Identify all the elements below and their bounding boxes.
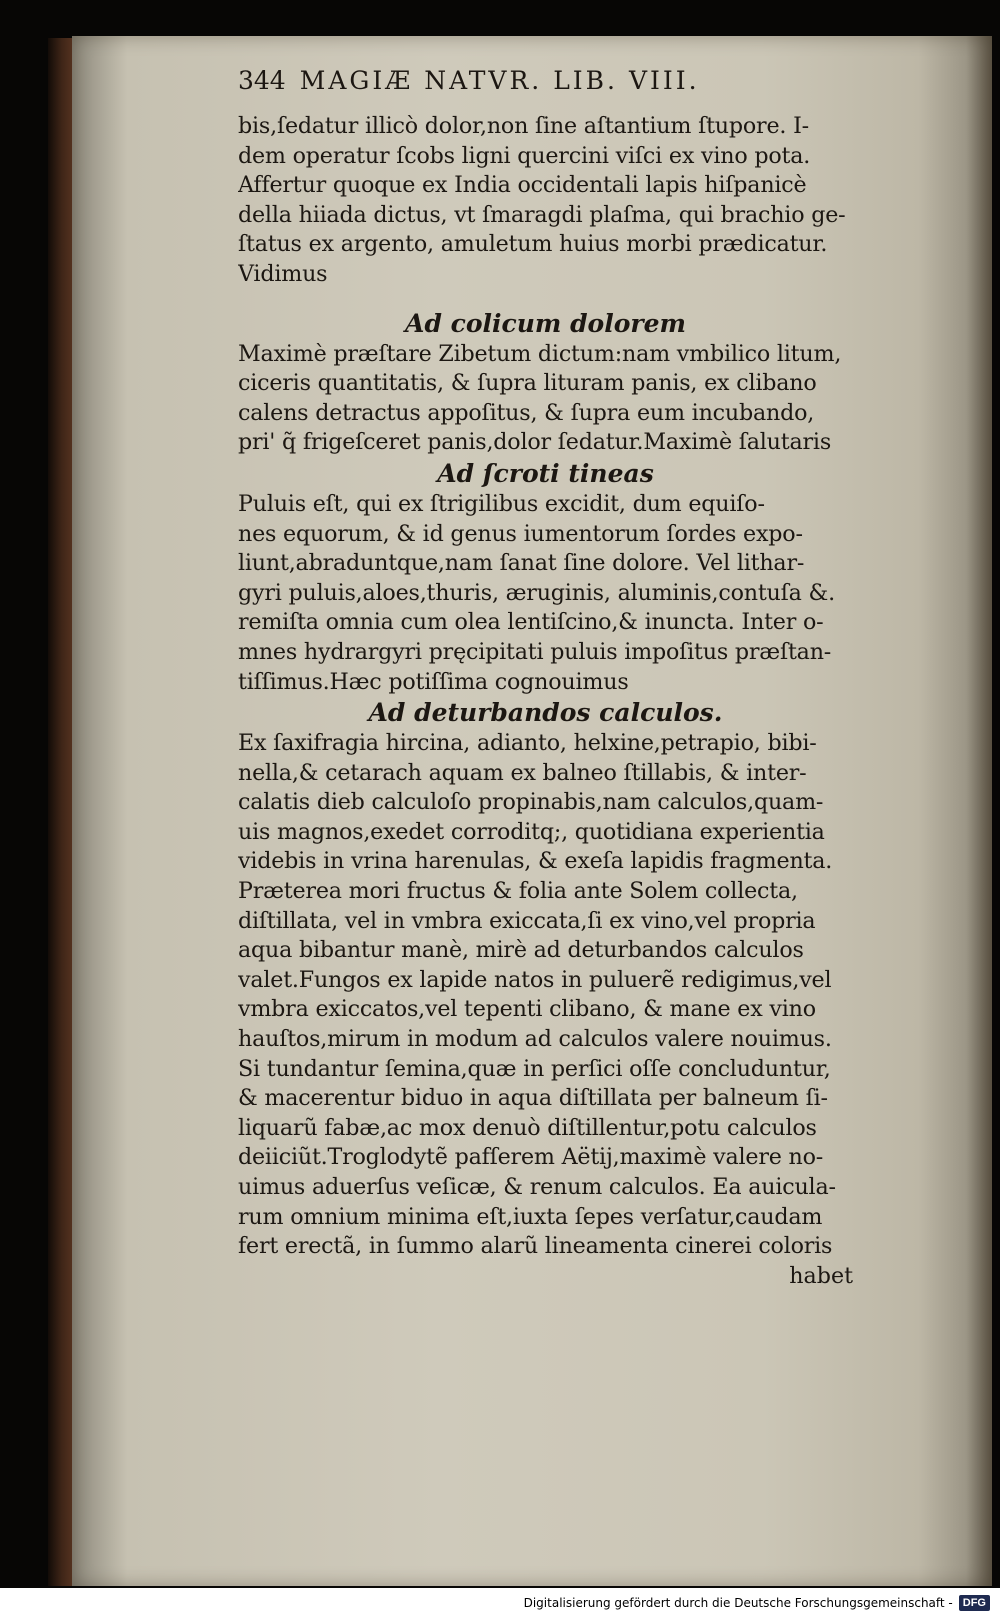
text-line: Præterea mori fructus & folia ante Solem collecta, — [238, 878, 798, 905]
text-line: della hiiada dictus, vt ſmaragdi plaſma, qui brachio ge- — [238, 201, 846, 228]
text-line: calens detractus appoſitus, & ſupra eum incubando, — [238, 399, 815, 426]
text-line: fert erectã, in ſummo alarũ lineamenta cinerei coloris — [238, 1233, 833, 1260]
text-line: pri' q̃ frigeſceret panis,dolor ſedatur.Maximè ſalutaris — [238, 429, 832, 456]
text-line: ſtatus ex argento, amuletum huius morbi prædicatur. — [238, 231, 828, 258]
text-line: liquarũ fabæ,ac mox denuò diſtillentur,potu calculos — [238, 1114, 817, 1141]
section-scroti — [238, 458, 853, 697]
text-line: remiſta omnia cum olea lentiſcino,& inuncta. Inter o- — [238, 609, 824, 636]
section-heading: Ad ſcroti tineas — [437, 458, 654, 488]
body-lines — [238, 112, 853, 290]
text-line: Maximè præſtare Zibetum dictum:nam vmbilico litum, — [238, 340, 842, 367]
text-line: dem operatur ſcobs ligni quercini viſci ex vino pota. — [238, 142, 811, 169]
page-edge-shadow — [966, 36, 992, 1586]
text-line: tiſſimus.Hæc potiſſima cognouimus — [238, 668, 629, 695]
page-text-block — [238, 66, 853, 1291]
text-line: calatis dieb calculoſo propinabis,nam calculos,quam- — [238, 789, 824, 816]
text-line: nes equorum, & id genus iumentorum ſordes expo- — [238, 520, 803, 547]
catchword: habet — [789, 1262, 853, 1289]
text-line: Affertur quoque ex India occidentali lapis hiſpanicè — [238, 172, 807, 199]
text-line: nella,& cetarach aquam ex balneo ſtillabis, & inter- — [238, 759, 807, 786]
text-line: Vidimus — [238, 260, 328, 287]
section-heading: Ad deturbandos calculos. — [368, 698, 723, 728]
text-line: Si tundantur ſemina,quæ in perſici oſſe concluduntur, — [238, 1055, 831, 1082]
text-line: Ex ſaxifragia hircina, adianto, helxine,petrapio, bibi- — [238, 730, 817, 757]
text-line: deiiciũt.Troglodytẽ pafſerem Aëtij,maximè valere no- — [238, 1144, 824, 1171]
section-calculos — [238, 697, 853, 1262]
text-line: liunt,abraduntque,nam ſanat ſine dolore. Vel lithar- — [238, 550, 805, 577]
text-line: diſtillata, vel in vmbra exiccata,ſi ex vino,vel propria — [238, 907, 816, 934]
text-line: Puluis eſt, qui ex ſtrigilibus excidit, dum equiſo- — [238, 490, 765, 517]
text-line: ciceris quantitatis, & ſupra lituram panis, ex clibano — [238, 370, 817, 397]
running-head-title: MAGIÆ NATVR. LIB. VIII. — [299, 66, 700, 95]
running-head — [238, 66, 853, 112]
text-line: videbis in vrina harenulas, & exeſa lapidis fragmenta. — [238, 848, 833, 875]
dfg-logo: DFG — [959, 1595, 990, 1611]
text-line: uis magnos,exedet corroditq;, quotidiana experientia — [238, 818, 825, 845]
text-line: gyri puluis,aloes,thuris, æruginis, aluminis,contuſa &. — [238, 579, 835, 606]
text-line: hauſtos,mirum in modum ad calculos valere nouimus. — [238, 1026, 832, 1053]
section-colicum — [238, 308, 853, 458]
text-line: mnes hydrargyri pręcipitati puluis impoſitus præſtan- — [238, 638, 832, 665]
text-line: & macerentur biduo in aqua diſtillata per balneum ſi- — [238, 1085, 828, 1112]
text-line: aqua bibantur manè, mirè ad deturbandos calculos — [238, 937, 804, 964]
text-line: rum omnium minima eſt,iuxta ſepes verſatur,caudam — [238, 1203, 823, 1230]
page-number: 344 — [238, 66, 286, 95]
footer-credit-text: Digitalisierung gefördert durch die Deutsche Forschungsgemeinschaft - — [523, 1596, 953, 1610]
text-line: valet.Fungos ex lapide natos in puluerẽ redigimus,vel — [238, 966, 832, 993]
section-heading: Ad colicum dolorem — [405, 308, 686, 338]
text-line: vmbra exiccatos,vel tepenti clibano, & mane ex vino — [238, 996, 816, 1023]
text-line: uimus aduerſus veſicæ, & renum calculos. Ea auicula- — [238, 1174, 836, 1200]
digitization-footer — [0, 1588, 1000, 1618]
text-line: bis,ſedatur illicò dolor,non ſine aſtantium ſtupore. I- — [238, 113, 809, 139]
